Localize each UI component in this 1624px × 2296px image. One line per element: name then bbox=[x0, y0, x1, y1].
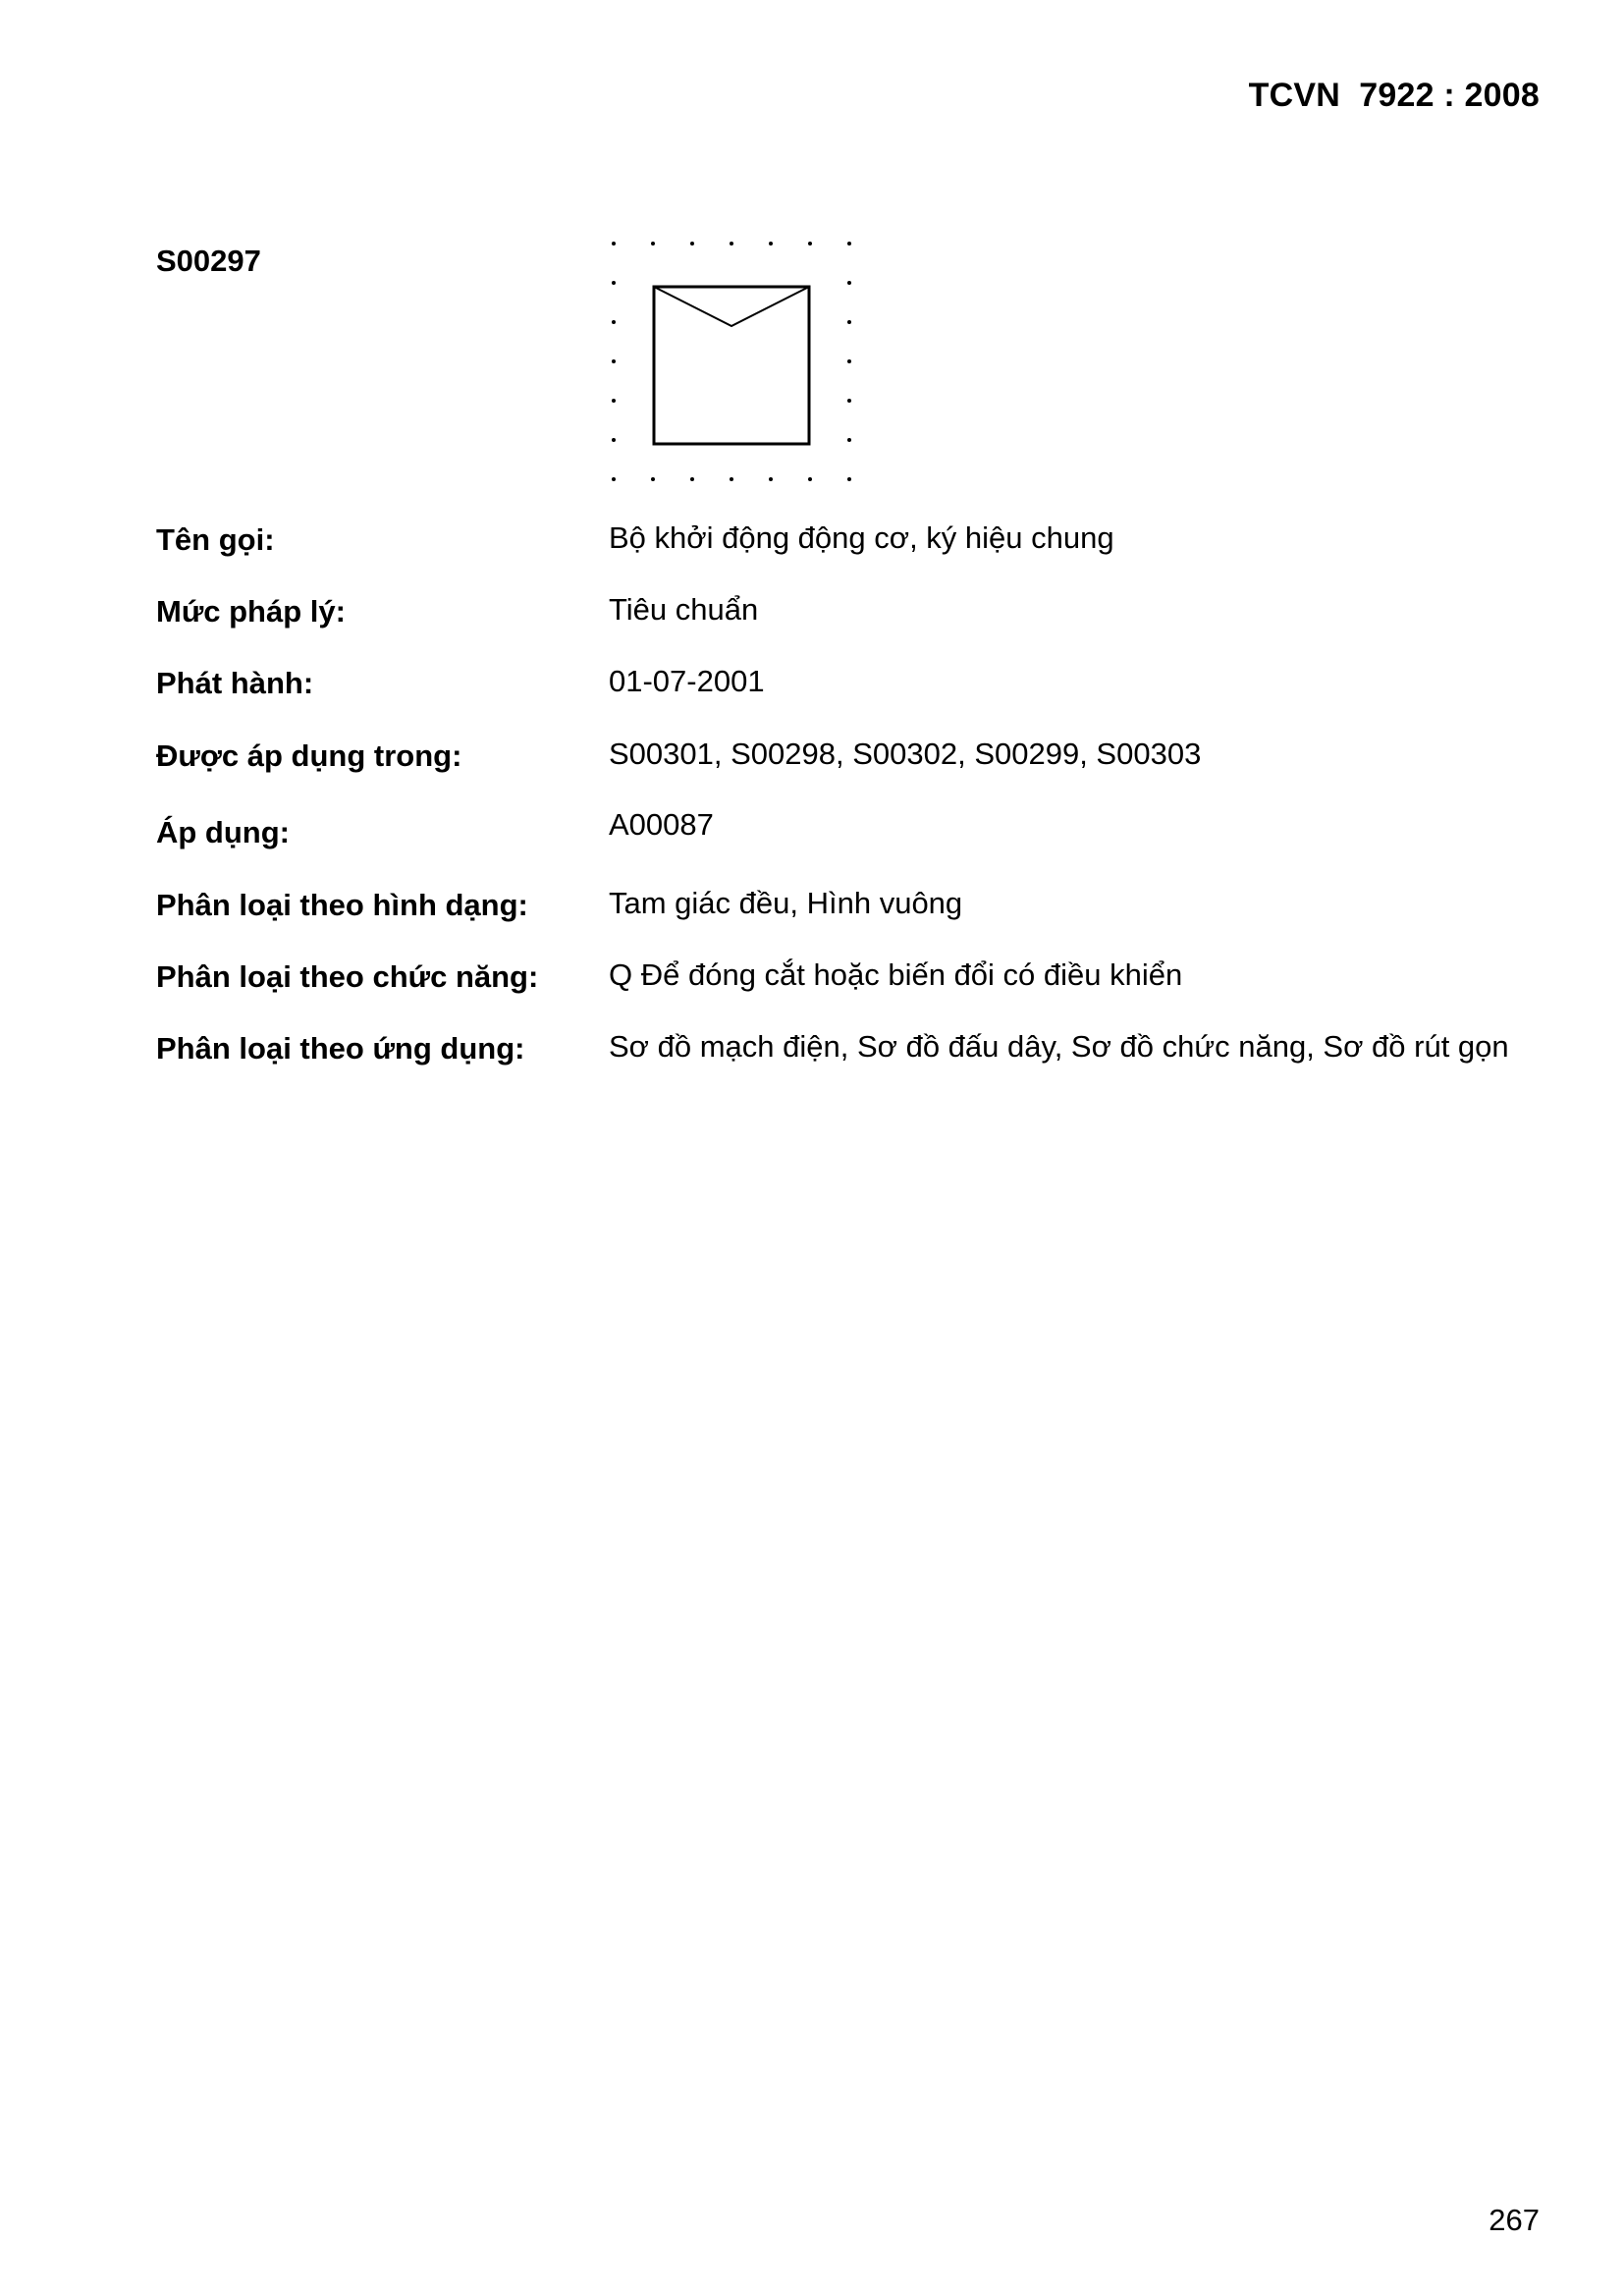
field-label: Phát hành: bbox=[156, 666, 314, 700]
field-row-function-class bbox=[0, 959, 1624, 1007]
grid-dot bbox=[847, 438, 851, 442]
symbol-id: S00297 bbox=[156, 244, 261, 278]
grid-dot bbox=[769, 477, 773, 481]
grid-dot bbox=[612, 477, 616, 481]
grid-dot bbox=[730, 477, 733, 481]
symbol-square bbox=[654, 287, 809, 444]
field-value: A00087 bbox=[609, 807, 714, 842]
field-label: Phân loại theo ứng dụng: bbox=[156, 1031, 525, 1066]
field-row-release bbox=[0, 666, 1624, 713]
grid-dot bbox=[612, 320, 616, 324]
field-value: Tiêu chuẩn bbox=[609, 592, 759, 627]
field-row-name bbox=[0, 522, 1624, 570]
standard-reference: TCVN 7922 : 2008 bbox=[1248, 77, 1540, 114]
grid-dot bbox=[769, 242, 773, 246]
grid-dot bbox=[612, 281, 616, 285]
grid-dot bbox=[847, 242, 851, 246]
grid-dot bbox=[690, 477, 694, 481]
field-value: Tam giác đều, Hình vuông bbox=[609, 886, 963, 920]
field-row-applies bbox=[0, 807, 1624, 862]
field-label: Mức pháp lý: bbox=[156, 594, 346, 629]
field-value: 01-07-2001 bbox=[609, 664, 765, 698]
grid-dot bbox=[847, 320, 851, 324]
field-row-application-class bbox=[0, 1031, 1624, 1078]
field-label: Tên gọi: bbox=[156, 522, 275, 557]
grid-dot bbox=[651, 242, 655, 246]
grid-dot bbox=[651, 477, 655, 481]
grid-dot bbox=[808, 242, 812, 246]
field-value: Bộ khởi động động cơ, ký hiệu chung bbox=[609, 520, 1114, 555]
grid-dot bbox=[847, 399, 851, 403]
motor-starter-symbol-icon bbox=[604, 228, 861, 489]
grid-dot bbox=[847, 281, 851, 285]
symbol-chevron bbox=[654, 287, 809, 326]
grid-dot bbox=[847, 359, 851, 363]
page-number: 267 bbox=[1489, 2203, 1540, 2237]
grid-dot bbox=[612, 438, 616, 442]
field-label: Phân loại theo hình dạng: bbox=[156, 888, 528, 922]
field-label: Được áp dụng trong: bbox=[156, 738, 462, 773]
field-label: Áp dụng: bbox=[156, 815, 291, 849]
grid-dot bbox=[690, 242, 694, 246]
field-label: Phân loại theo chức năng: bbox=[156, 959, 539, 994]
field-row-legal-level bbox=[0, 594, 1624, 641]
field-row-shape-class bbox=[0, 888, 1624, 935]
grid-dot bbox=[612, 359, 616, 363]
grid-dot bbox=[612, 242, 616, 246]
grid-dot bbox=[847, 477, 851, 481]
field-value: Sơ đồ mạch điện, Sơ đồ đấu dây, Sơ đồ chức năng, Sơ đồ rút gọn bbox=[609, 1029, 1509, 1064]
field-row-applied-in bbox=[0, 738, 1624, 786]
grid-dot bbox=[730, 242, 733, 246]
grid-dot bbox=[808, 477, 812, 481]
grid-dot bbox=[612, 399, 616, 403]
field-value: S00301, S00298, S00302, S00299, S00303 bbox=[609, 737, 1202, 771]
field-value: Q Để đóng cắt hoặc biến đổi có điều khiển bbox=[609, 957, 1183, 992]
